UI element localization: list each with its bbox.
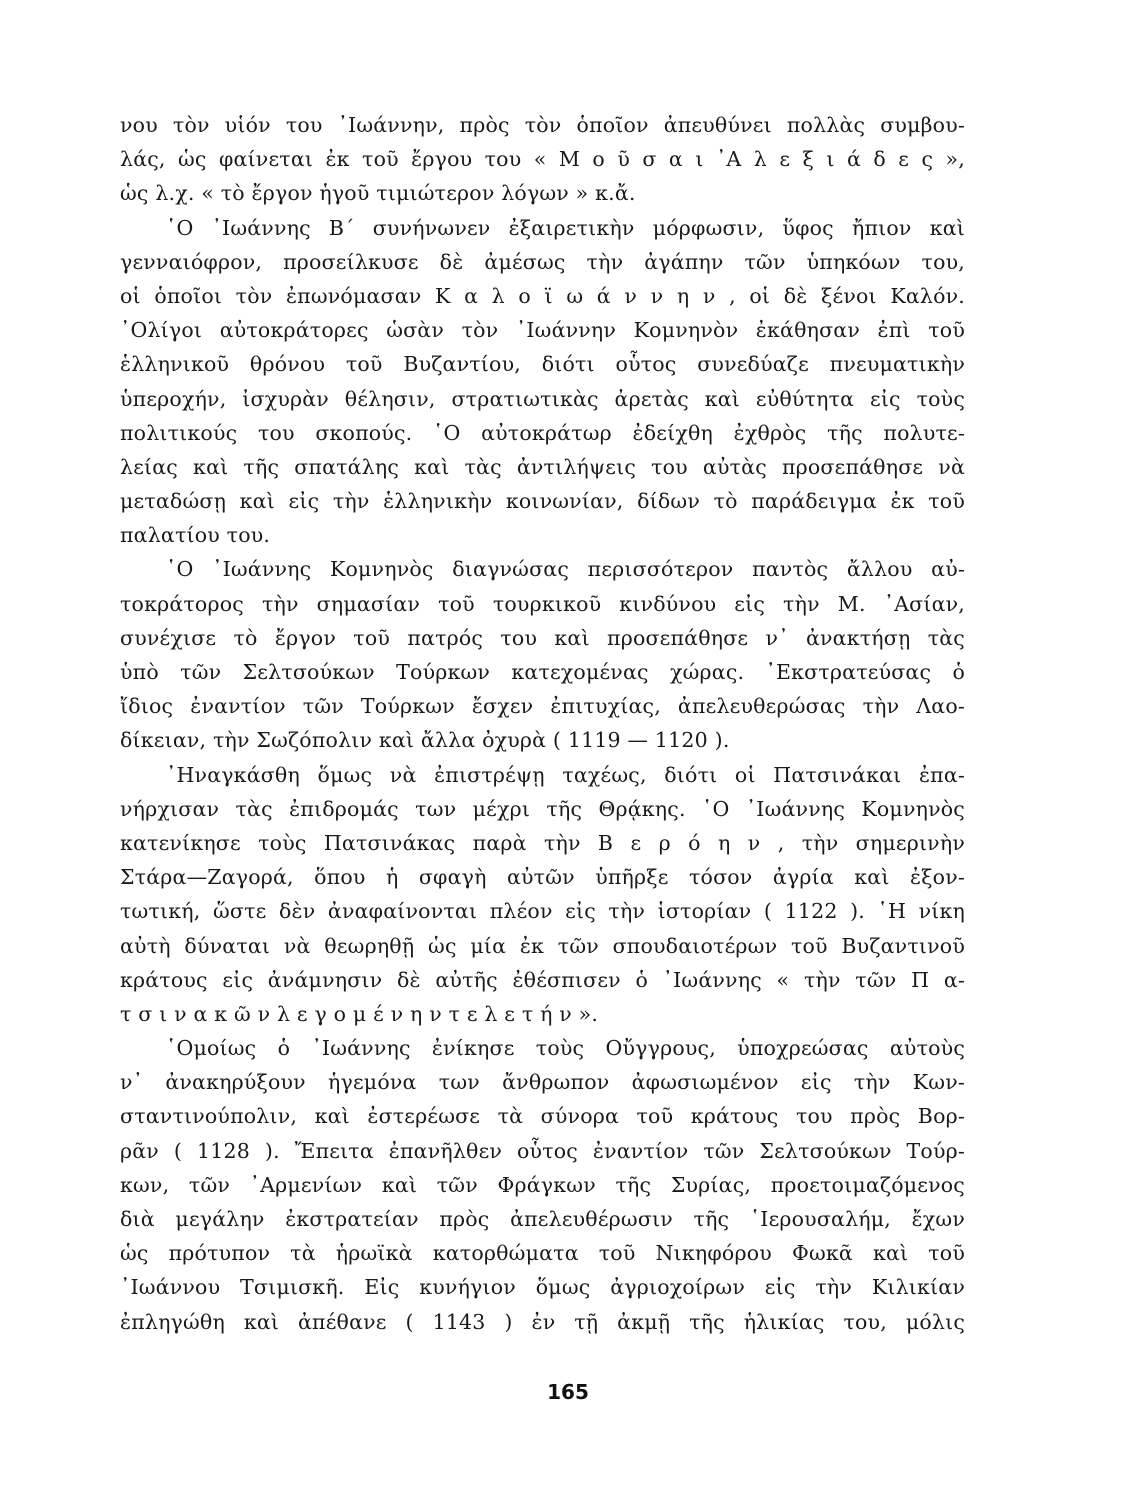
text-line: τοκράτορος τὴν σημασίαν τοῦ τουρκικοῦ κινδύνου εἰς τὴν Μ. ᾿Ασίαν, bbox=[120, 591, 965, 616]
text-line: κων, τῶν ᾿Αρμενίων καὶ τῶν Φράγκων τῆς Συρίας, προετοιμαζόμενος bbox=[120, 1172, 965, 1197]
text-line: ν᾿ ἀνακηρύξουν ἡγεμόνα των ἄνθρωπον ἀφωσιωμένον εἰς τὴν Κων- bbox=[120, 1070, 965, 1095]
text-line: σταντινούπολιν, καὶ ἐστερέωσε τὰ σύνορα τοῦ κράτους του πρὸς Βορ- bbox=[120, 1104, 965, 1129]
paragraph-start: ῾Ο ᾿Ιωάννης Κομνηνὸς διαγνώσας περισσότερον παντὸς ἄλλου αὐ- bbox=[166, 557, 965, 582]
page-number: 165 bbox=[547, 1380, 589, 1404]
text-line: ὡς πρότυπον τὰ ἡρωϊκὰ κατορθώματα τοῦ Νικηφόρου Φωκᾶ καὶ τοῦ bbox=[120, 1241, 965, 1266]
text-line: ἐπληγώθη καὶ ἀπέθανε ( 1143 ) ἐν τῇ ἀκμῇ τῆς ἡλικίας του, μόλις bbox=[120, 1309, 965, 1334]
text-line: νήρχισαν τὰς ἐπιδρομάς των μέχρι τῆς Θρᾴκης. ῾Ο ᾿Ιωάννης Κομνηνὸς bbox=[120, 796, 965, 821]
text-line: ἴδιος ἐναντίον τῶν Τούρκων ἔσχεν ἐπιτυχίας, ἀπελευθερώσας τὴν Λαο- bbox=[120, 694, 965, 719]
text-line: δίκειαν, τὴν Σωζόπολιν καὶ ἄλλα ὀχυρὰ ( 1119 — 1120 ). bbox=[120, 728, 730, 753]
paragraph-start: ῾Ο ᾿Ιωάννης Β΄ συνήνωνεν ἐξαιρετικὴν μόρφωσιν, ὕφος ἤπιον καὶ bbox=[166, 215, 965, 240]
text-line: ᾿Ολίγοι αὐτοκράτορες ὡσὰν τὸν ᾿Ιωάννην Κομνηνὸν ἐκάθησαν ἐπὶ τοῦ bbox=[120, 318, 965, 343]
text-line: παλατίου του. bbox=[120, 523, 271, 548]
text-line: κατενίκησε τοὺς Πατσινάκας παρὰ τὴν Β ε ρ ό η ν , τὴν σημερινὴν bbox=[120, 830, 965, 855]
text-line: οἱ ὁποῖοι τὸν ἐπωνόμασαν Κ α λ ο ϊ ω ά ν ν η ν , οἱ δὲ ξένοι Καλόν. bbox=[120, 283, 965, 308]
text-line: μεταδώσῃ καὶ εἰς τὴν ἑλληνικὴν κοινωνίαν, δίδων τὸ παράδειγμα ἐκ τοῦ bbox=[120, 489, 965, 514]
text-line: γενναιόφρον, προσείλκυσε δὲ ἀμέσως τὴν ἀγάπην τῶν ὑπηκόων του, bbox=[120, 249, 965, 274]
text-line: ᾿Ιωάννου Τσιμισκῆ. Εἰς κυνήγιον ὅμως ἀγριοχοίρων εἰς τὴν Κιλικίαν bbox=[120, 1275, 965, 1300]
text-line: πολιτικούς του σκοπούς. ῾Ο αὐτοκράτωρ ἐδείχθη ἐχθρὸς τῆς πολυτε- bbox=[120, 420, 965, 445]
text-line: τωτική, ὥστε δὲν ἀναφαίνονται πλέον εἰς τὴν ἱστορίαν ( 1122 ). ῾Η νίκη bbox=[120, 899, 965, 924]
text-line: ὡς λ.χ. « τὸ ἔργον ἡγοῦ τιμιώτερον λόγων » κ.ἄ. bbox=[120, 181, 636, 206]
text-line: ρᾶν ( 1128 ). Ἔπειτα ἐπανῆλθεν οὗτος ἐναντίον τῶν Σελτσούκων Τούρ- bbox=[120, 1138, 965, 1163]
text-line: διὰ μεγάλην ἐκστρατείαν πρὸς ἀπελευθέρωσιν τῆς ῾Ιερουσαλήμ, ἔχων bbox=[120, 1207, 965, 1231]
text-line: Στάρα—Ζαγορά, ὅπου ἡ σφαγὴ αὐτῶν ὑπῆρξε τόσον ἀγρία καὶ ἐξον- bbox=[120, 865, 965, 890]
paragraph-start: ῾Ομοίως ὁ ᾿Ιωάννης ἐνίκησε τοὺς Οὔγγρους, ὑποχρεώσας αὐτοὺς bbox=[166, 1036, 965, 1061]
text-body bbox=[120, 108, 965, 1339]
text-line: κράτους εἰς ἀνάμνησιν δὲ αὐτῆς ἐθέσπισεν ὁ ᾿Ιωάννης « τὴν τῶν Π α- bbox=[120, 967, 965, 992]
text-line: συνέχισε τὸ ἔργον τοῦ πατρός του καὶ προσεπάθησε ν᾿ ἀνακτήσῃ τὰς bbox=[120, 625, 965, 650]
text-line: ὑπεροχήν, ἰσχυρὰν θέλησιν, στρατιωτικὰς ἀρετὰς καὶ εὐθύτητα εἰς τοὺς bbox=[120, 386, 965, 411]
text-line: ὑπὸ τῶν Σελτσούκων Τούρκων κατεχομένας χώρας. ᾿Εκστρατεύσας ὁ bbox=[120, 660, 965, 684]
text-line: λείας καὶ τῆς σπατάλης καὶ τὰς ἀντιλήψεις του αὐτὰς προσεπάθησε νὰ bbox=[120, 454, 965, 479]
text-line: ἑλληνικοῦ θρόνου τοῦ Βυζαντίου, διότι οὗτος συνεδύαζε πνευματικὴν bbox=[120, 352, 965, 377]
text-line: λάς, ὡς φαίνεται ἐκ τοῦ ἔργου του « Μ ο ῦ σ α ι ᾿Α λ ε ξ ι ά δ ε ς », bbox=[120, 147, 965, 172]
paragraph-start: ᾿Ηναγκάσθη ὅμως νὰ ἐπιστρέψῃ ταχέως, διότι οἱ Πατσινάκαι ἐπα- bbox=[166, 762, 965, 787]
text-line: νου τὸν υἱόν του ᾿Ιωάννην, πρὸς τὸν ὁποῖον ἀπευθύνει πολλὰς συμβου- bbox=[120, 113, 965, 137]
text-line: τ σ ι ν α κ ῶ ν λ ε γ ο μ έ ν η ν τ ε λ ε τ ή ν ». bbox=[120, 1001, 599, 1026]
text-line: αὐτὴ δύναται νὰ θεωρηθῇ ὡς μία ἐκ τῶν σπουδαιοτέρων τοῦ Βυζαντινοῦ bbox=[120, 933, 965, 958]
